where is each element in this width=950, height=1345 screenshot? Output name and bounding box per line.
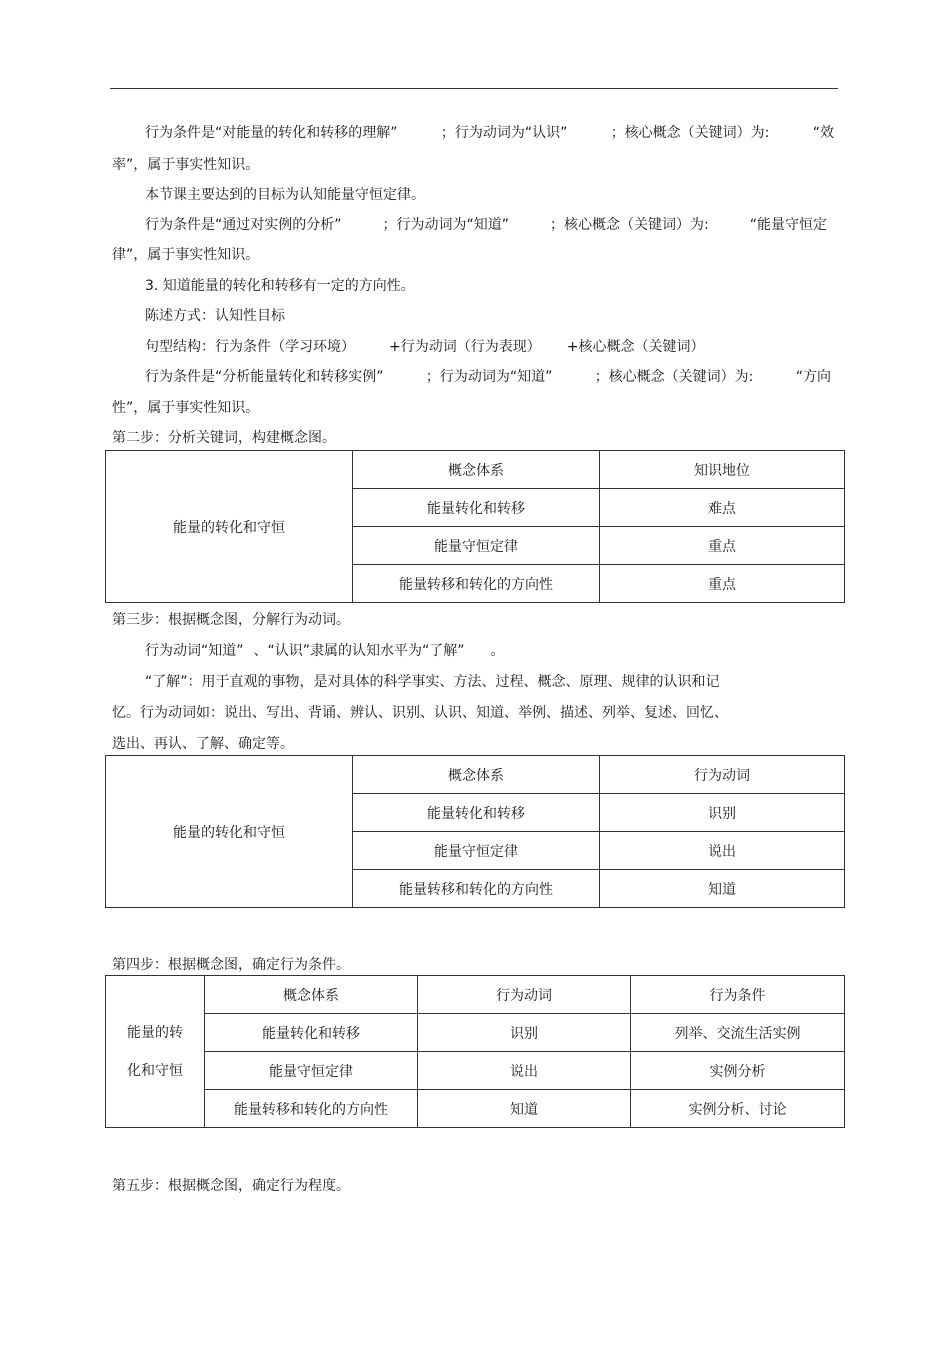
text-segment: ；行为动词为“知道” <box>382 217 510 233</box>
table-cell: 能量守恒定律 <box>205 1052 418 1090</box>
table-header-cell: 概念体系 <box>205 976 418 1014</box>
table-cell: 知道 <box>600 870 845 908</box>
text-segment: ；核心概念（关键词）为: <box>594 369 754 385</box>
table-cell: 能量转移和转化的方向性 <box>353 565 600 603</box>
table-cell: 能量守恒定律 <box>353 832 600 870</box>
paragraph-line: 忆。行为动词如：说出、写出、背诵、辨认、识别、认识、知道、举例、描述、列举、复述、回忆、 <box>112 705 728 721</box>
step-4-heading: 第四步：根据概念图，确定行为条件。 <box>112 957 350 973</box>
table-header-cell: 概念体系 <box>353 756 600 794</box>
concept-table-conditions <box>105 975 845 1128</box>
step-3-heading: 第三步：根据概念图，分解行为动词。 <box>112 612 350 628</box>
table-header-cell: 行为条件 <box>631 976 845 1014</box>
table-cell: 重点 <box>600 527 845 565</box>
paragraph-line: 律”，属于事实性知识。 <box>112 247 260 263</box>
text-segment: ；核心概念（关键词）为: <box>610 125 770 141</box>
text-segment: +核心概念（关键词） <box>566 339 705 355</box>
table-cell: 能量转化和转移 <box>353 489 600 527</box>
table-cell: 能量转移和转化的方向性 <box>205 1090 418 1128</box>
table-cell: 难点 <box>600 489 845 527</box>
text-segment: 行为条件是“通过对实例的分析” <box>145 217 342 233</box>
table-cell: 能量转移和转化的方向性 <box>353 870 600 908</box>
text-segment: “效 <box>812 125 834 141</box>
text-segment: “方向 <box>795 369 831 385</box>
table-cell: 实例分析、讨论 <box>631 1090 845 1128</box>
text-segment: “能量守恒定 <box>749 217 827 233</box>
table-main-cell: 能量的转化和守恒 <box>106 756 353 908</box>
header-rule <box>110 88 838 89</box>
text-segment: 、“认识”隶属的认知水平为“了解” <box>253 643 465 659</box>
table-cell: 重点 <box>600 565 845 603</box>
text-segment: 句型结构：行为条件（学习环境） <box>145 339 355 355</box>
table-main-cell: 能量的转化和守恒 <box>106 451 353 603</box>
table-main-text: 化和守恒 <box>127 1062 183 1079</box>
step-2-heading: 第二步：分析关键词，构建概念图。 <box>112 430 336 446</box>
text-segment: 行为动词“知道” <box>145 643 244 659</box>
table-cell: 能量转化和转移 <box>205 1014 418 1052</box>
table-header-cell: 知识地位 <box>600 451 845 489</box>
table-cell: 知道 <box>418 1090 631 1128</box>
text-segment: +行为动词（行为表现） <box>389 339 541 355</box>
sentence-structure <box>145 337 704 357</box>
paragraph-line: 本节课主要达到的目标为认知能量守恒定律。 <box>145 187 425 203</box>
concept-table-verbs <box>105 755 845 908</box>
paragraph-line: 选出、再认、了解、确定等。 <box>112 736 294 752</box>
text-segment: 。 <box>490 643 505 659</box>
text-segment: ；行为动词为“认识” <box>440 125 568 141</box>
table-header-cell: 概念体系 <box>353 451 600 489</box>
paragraph-line: 陈述方式：认知性目标 <box>145 308 285 324</box>
table-cell: 说出 <box>600 832 845 870</box>
paragraph-line <box>145 215 827 235</box>
table-header-cell: 行为动词 <box>418 976 631 1014</box>
paragraph-line <box>145 641 505 661</box>
text-segment: 行为条件是“分析能量转化和转移实例” <box>145 369 384 385</box>
step-5-heading: 第五步：根据概念图，确定行为程度。 <box>112 1178 350 1194</box>
text-segment: ；核心概念（关键词）为: <box>550 217 709 233</box>
table-main-text: 能量的转 <box>127 1024 183 1041</box>
paragraph-line: 率”，属于事实性知识。 <box>112 157 260 173</box>
table-cell: 列举、交流生活实例 <box>631 1014 845 1052</box>
paragraph-line: 性”，属于事实性知识。 <box>112 400 260 416</box>
paragraph-line <box>145 367 831 387</box>
text-segment: 行为条件是“对能量的转化和转移的理解” <box>145 125 398 141</box>
table-cell: 说出 <box>418 1052 631 1090</box>
list-item-3: 3. 知道能量的转化和转移有一定的方向性。 <box>145 278 415 294</box>
text-segment: ；行为动词为“知道” <box>425 369 553 385</box>
concept-table-knowledge <box>105 450 845 603</box>
table-cell: 能量守恒定律 <box>353 527 600 565</box>
paragraph-line <box>145 123 834 143</box>
table-cell: 实例分析 <box>631 1052 845 1090</box>
table-cell: 识别 <box>418 1014 631 1052</box>
table-cell: 能量转化和转移 <box>353 794 600 832</box>
table-cell: 识别 <box>600 794 845 832</box>
table-main-cell <box>106 976 205 1128</box>
paragraph-line: “了解”：用于直观的事物，是对具体的科学事实、方法、过程、概念、原理、规律的认识和记 <box>145 674 720 690</box>
table-header-cell: 行为动词 <box>600 756 845 794</box>
